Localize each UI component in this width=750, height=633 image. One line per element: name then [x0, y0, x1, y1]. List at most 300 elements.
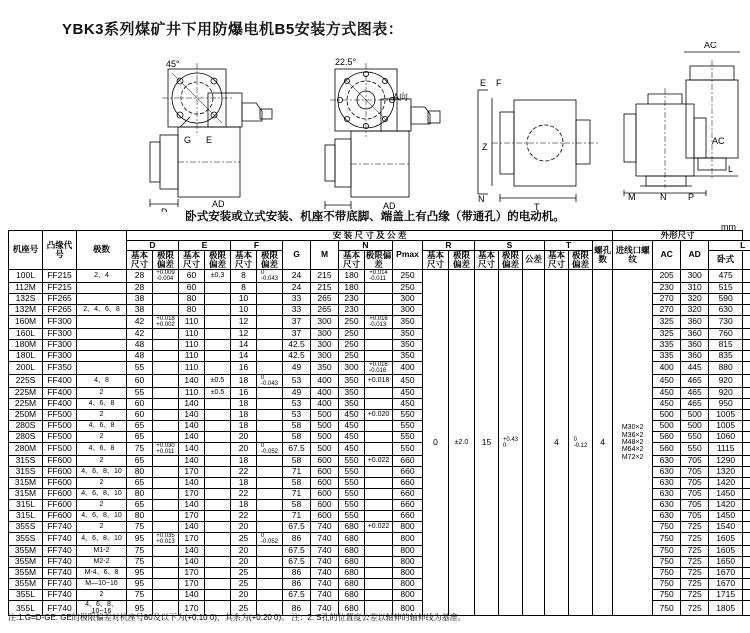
cell-P: 660: [393, 455, 423, 466]
cell-F: 18: [231, 499, 257, 510]
cell-D: 95: [127, 532, 153, 545]
cell-E: 110: [179, 339, 205, 350]
cell-E-tol: [205, 466, 231, 477]
cell-frame: 355M: [9, 556, 43, 567]
cell-P: 800: [393, 578, 423, 589]
cell-N-tol: +0.014 -0.011: [365, 269, 393, 282]
cell-flange: FF500: [43, 442, 77, 455]
cell-poles: [77, 361, 127, 374]
cell-flange: FF740: [43, 556, 77, 567]
cell-frame: 315L: [9, 510, 43, 521]
cell-L-vertical: [743, 556, 750, 567]
cell-F-tol: [257, 339, 283, 350]
cell-D-tol: [153, 387, 179, 398]
cell-E: 140: [179, 556, 205, 567]
cell-L-vertical: [743, 269, 750, 282]
cell-G: 58: [283, 455, 311, 466]
cell-L-horizontal: 1715: [709, 589, 743, 600]
cell-N-tol: [365, 545, 393, 556]
cell-D: 42: [127, 315, 153, 328]
cell-M: 400: [311, 374, 339, 387]
cell-L-horizontal: 835: [709, 350, 743, 361]
technical-drawings: [0, 42, 750, 212]
cell-N: 250: [339, 339, 365, 350]
svg-text:A向: A向: [393, 92, 409, 102]
cell-N-tol: [365, 556, 393, 567]
svg-text:Z: Z: [482, 142, 488, 152]
cell-AC: 630: [653, 455, 681, 466]
cell-D-tol: [153, 589, 179, 600]
cell-L-vertical: [743, 361, 750, 374]
cell-N: 550: [339, 466, 365, 477]
cell-N: 450: [339, 420, 365, 431]
th-D-tol: 极限偏差: [153, 250, 179, 269]
table-notes: [8, 612, 742, 623]
cell-F-tol: 0 -0.052: [257, 442, 283, 455]
cell-D: 65: [127, 477, 153, 488]
cell-N: 350: [339, 374, 365, 387]
cell-L-vertical: [743, 488, 750, 499]
cell-flange: FF740: [43, 521, 77, 532]
cell-M: 300: [311, 328, 339, 339]
cell-E-tol: [205, 398, 231, 409]
cell-T-basic: 4: [545, 269, 569, 616]
cell-E-tol: [205, 578, 231, 589]
cell-N: 250: [339, 315, 365, 328]
cell-F: 18: [231, 374, 257, 387]
cell-poles: [77, 339, 127, 350]
cell-M: 265: [311, 304, 339, 315]
cell-E-tol: [205, 293, 231, 304]
cell-E: 110: [179, 350, 205, 361]
cell-E-tol: [205, 545, 231, 556]
th-frame: 机座号: [9, 231, 43, 270]
cell-P: 300: [393, 293, 423, 304]
cell-AC: 560: [653, 442, 681, 455]
cell-L-horizontal: 630: [709, 304, 743, 315]
cell-L-horizontal: 730: [709, 315, 743, 328]
cell-E: 110: [179, 328, 205, 339]
cell-frame: 250M: [9, 409, 43, 420]
cell-flange: FF265: [43, 293, 77, 304]
cell-N-tol: [365, 499, 393, 510]
cell-F: 22: [231, 488, 257, 499]
cell-D-tol: [153, 466, 179, 477]
cell-AC: 335: [653, 350, 681, 361]
cell-AC: 630: [653, 499, 681, 510]
cell-F-tol: [257, 420, 283, 431]
cell-flange: FF740: [43, 589, 77, 600]
cell-N-tol: [365, 488, 393, 499]
cell-AD: 705: [681, 510, 709, 521]
cell-G: 67.5: [283, 545, 311, 556]
cell-M: 600: [311, 488, 339, 499]
cell-P: 250: [393, 269, 423, 282]
cell-AC: 335: [653, 339, 681, 350]
cell-poles: 2: [77, 477, 127, 488]
cell-AD: 320: [681, 293, 709, 304]
cell-N-tol: +0.020: [365, 409, 393, 420]
cell-F: 25: [231, 532, 257, 545]
svg-text:P: P: [688, 192, 695, 202]
cell-L-horizontal: 515: [709, 282, 743, 293]
cell-E-tol: [205, 328, 231, 339]
cell-L-vertical: [743, 567, 750, 578]
cell-AD: 465: [681, 387, 709, 398]
cell-F: 14: [231, 339, 257, 350]
cell-P: 660: [393, 466, 423, 477]
cell-poles: 4、6、8、10: [77, 466, 127, 477]
cell-M: 500: [311, 442, 339, 455]
cell-N: 230: [339, 304, 365, 315]
cell-poles: 4、6、8: [77, 442, 127, 455]
cell-N: 350: [339, 398, 365, 409]
cell-E: 60: [179, 282, 205, 293]
cell-F: 20: [231, 521, 257, 532]
cell-L-vertical: [743, 521, 750, 532]
cell-P: 450: [393, 398, 423, 409]
th-T-tol: 极限偏差: [569, 250, 593, 269]
cell-poles: 2、4、6、8: [77, 304, 127, 315]
cell-E: 170: [179, 466, 205, 477]
cell-N-tol: +0.016 -0.016: [365, 361, 393, 374]
cell-AC: 450: [653, 374, 681, 387]
cell-flange: FF350: [43, 361, 77, 374]
cell-AD: 705: [681, 488, 709, 499]
cell-E: 140: [179, 455, 205, 466]
cell-L-vertical: [743, 455, 750, 466]
cell-flange: FF300: [43, 350, 77, 361]
cell-R-tol: ±2.0: [449, 269, 475, 616]
cell-AC: 630: [653, 466, 681, 477]
cell-AD: 360: [681, 350, 709, 361]
cell-E: 140: [179, 409, 205, 420]
cell-G: 49: [283, 361, 311, 374]
cell-N: 680: [339, 600, 365, 616]
cell-F-tol: [257, 545, 283, 556]
cell-F-tol: 0 -0.043: [257, 374, 283, 387]
cell-E-tol: [205, 567, 231, 578]
cell-G: 58: [283, 420, 311, 431]
cell-F: 25: [231, 567, 257, 578]
cell-poles: 2、4: [77, 269, 127, 282]
cell-poles: 4、6、8、10: [77, 510, 127, 521]
th-S-pub: 公差: [523, 250, 545, 269]
dimensions-table: [8, 230, 750, 616]
cell-N-tol: [365, 328, 393, 339]
cell-G: 58: [283, 477, 311, 488]
cell-D: 95: [127, 578, 153, 589]
cell-P: 660: [393, 499, 423, 510]
cell-L-horizontal: 590: [709, 293, 743, 304]
cell-L-horizontal: 1320: [709, 466, 743, 477]
cell-AC: 630: [653, 488, 681, 499]
unit-label: mm: [721, 222, 736, 232]
cell-N: 680: [339, 578, 365, 589]
cell-L-vertical: [743, 578, 750, 589]
cell-D-tol: [153, 455, 179, 466]
cell-F: 20: [231, 589, 257, 600]
cell-F-tol: [257, 455, 283, 466]
cell-E-tol: ±0.5: [205, 374, 231, 387]
th-R: R: [423, 240, 475, 250]
th-N: N: [339, 240, 393, 250]
cell-L-vertical: [743, 339, 750, 350]
cell-N: 680: [339, 532, 365, 545]
th-F: F: [231, 240, 283, 250]
svg-text:E: E: [480, 78, 487, 88]
cell-D-tol: [153, 398, 179, 409]
cell-N-tol: [365, 477, 393, 488]
cell-frame: 355M: [9, 578, 43, 589]
cell-D-tol: [153, 499, 179, 510]
cell-AD: 550: [681, 431, 709, 442]
cell-G: 86: [283, 567, 311, 578]
cell-M: 300: [311, 339, 339, 350]
cell-E: 170: [179, 567, 205, 578]
cell-E-tol: [205, 589, 231, 600]
cell-poles: 2: [77, 431, 127, 442]
cell-E-tol: [205, 499, 231, 510]
th-AD: AD: [681, 240, 709, 269]
th-R-tol: 极限偏差: [449, 250, 475, 269]
cell-frame: 225S: [9, 374, 43, 387]
cell-L-vertical: [743, 431, 750, 442]
cell-D: 80: [127, 488, 153, 499]
cell-frame: 355S: [9, 532, 43, 545]
cell-N-tol: [365, 578, 393, 589]
svg-text:AC: AC: [704, 42, 717, 50]
cell-N-tol: [365, 567, 393, 578]
cell-frame: 315S: [9, 466, 43, 477]
cell-AC: 750: [653, 545, 681, 556]
cell-poles: 2: [77, 499, 127, 510]
cell-L-vertical: [743, 532, 750, 545]
th-N-basic: 基本尺寸: [339, 250, 365, 269]
cell-flange: FF600: [43, 477, 77, 488]
cell-G: 37: [283, 328, 311, 339]
cell-F-tol: [257, 510, 283, 521]
cell-F-tol: [257, 361, 283, 374]
cell-G: 37: [283, 315, 311, 328]
cell-F: 20: [231, 556, 257, 567]
cell-N: 450: [339, 431, 365, 442]
cell-flange: FF740: [43, 600, 77, 616]
cell-G: 53: [283, 409, 311, 420]
cell-poles: 4、6、8、10~16: [77, 600, 127, 616]
cell-frame: 355M: [9, 545, 43, 556]
cell-L-horizontal: 880: [709, 361, 743, 374]
cell-L-vertical: [743, 387, 750, 398]
cell-poles: 2: [77, 521, 127, 532]
cell-AD: 500: [681, 409, 709, 420]
cell-frame: 160L: [9, 328, 43, 339]
cell-F: 16: [231, 387, 257, 398]
cell-D-tol: [153, 350, 179, 361]
cell-D: 65: [127, 455, 153, 466]
cell-flange: FF600: [43, 466, 77, 477]
cell-F: 18: [231, 409, 257, 420]
th-M: M: [311, 240, 339, 269]
cell-AC: 400: [653, 361, 681, 374]
cell-flange: FF600: [43, 488, 77, 499]
cell-F-tol: [257, 477, 283, 488]
svg-text:AD: AD: [383, 201, 396, 211]
cell-N: 550: [339, 499, 365, 510]
cell-AD: 725: [681, 600, 709, 616]
cell-N: 550: [339, 455, 365, 466]
cell-L-horizontal: 1670: [709, 567, 743, 578]
cell-M: 740: [311, 578, 339, 589]
cell-R-basic: 0: [423, 269, 449, 616]
cell-L-horizontal: 920: [709, 374, 743, 387]
cell-poles: [77, 328, 127, 339]
cell-D-tol: [153, 282, 179, 293]
cell-flange: FF400: [43, 398, 77, 409]
cell-poles: 4、6、8、10: [77, 532, 127, 545]
cell-poles: [77, 282, 127, 293]
th-flange: 凸缘代号: [43, 231, 77, 270]
cell-AC: 630: [653, 510, 681, 521]
cell-M: 350: [311, 361, 339, 374]
cell-E-tol: [205, 455, 231, 466]
cell-AC: 450: [653, 398, 681, 409]
cell-D: 75: [127, 589, 153, 600]
th-S-basic: 基本尺寸: [475, 250, 499, 269]
cell-L-horizontal: 1605: [709, 532, 743, 545]
cell-D-tol: +0.018 +0.002: [153, 315, 179, 328]
cell-AD: 360: [681, 339, 709, 350]
cell-M: 500: [311, 431, 339, 442]
cell-G: 58: [283, 431, 311, 442]
cell-poles: [77, 315, 127, 328]
th-group-install: 安 装 尺 寸 及 公 差: [127, 231, 613, 241]
cell-AC: 750: [653, 556, 681, 567]
th-thread: 进线口螺纹: [613, 240, 653, 269]
cell-D: 38: [127, 304, 153, 315]
th-L: L: [709, 240, 750, 250]
cell-N: 680: [339, 589, 365, 600]
cell-AC: 500: [653, 409, 681, 420]
cell-E: 140: [179, 521, 205, 532]
cell-P: 350: [393, 339, 423, 350]
cell-N: 680: [339, 545, 365, 556]
cell-P: 800: [393, 589, 423, 600]
th-D: D: [127, 240, 179, 250]
cell-P: 400: [393, 361, 423, 374]
cell-F-tol: [257, 466, 283, 477]
cell-G: 53: [283, 398, 311, 409]
cell-E-tol: [205, 431, 231, 442]
cell-M: 740: [311, 545, 339, 556]
cell-flange: FF740: [43, 545, 77, 556]
cell-P: 250: [393, 282, 423, 293]
cell-L-vertical: [743, 398, 750, 409]
cell-AC: 205: [653, 269, 681, 282]
cell-frame: 280S: [9, 420, 43, 431]
cell-AD: 725: [681, 567, 709, 578]
cell-M: 215: [311, 269, 339, 282]
cell-M: 400: [311, 387, 339, 398]
cell-L-horizontal: 1540: [709, 521, 743, 532]
cell-N: 680: [339, 556, 365, 567]
cell-P: 450: [393, 374, 423, 387]
cell-N-tol: [365, 442, 393, 455]
cell-L-horizontal: 1805: [709, 600, 743, 616]
cell-F: 22: [231, 466, 257, 477]
cell-P: 800: [393, 532, 423, 545]
cell-frame: 355S: [9, 521, 43, 532]
cell-N: 230: [339, 293, 365, 304]
cell-N: 450: [339, 409, 365, 420]
cell-D: 55: [127, 361, 153, 374]
cell-frame: 160M: [9, 315, 43, 328]
cell-F-tol: [257, 350, 283, 361]
cell-E: 170: [179, 488, 205, 499]
cell-N: 350: [339, 387, 365, 398]
cell-poles: 2: [77, 409, 127, 420]
cell-F-tol: 0 -0.052: [257, 532, 283, 545]
cell-N: 450: [339, 442, 365, 455]
cell-P: 550: [393, 409, 423, 420]
cell-L-vertical: [743, 442, 750, 455]
cell-S-tol: +0.43 0: [499, 269, 523, 616]
cell-frame: 315L: [9, 499, 43, 510]
cell-F-tol: [257, 304, 283, 315]
cell-N-tol: [365, 466, 393, 477]
cell-AC: 325: [653, 328, 681, 339]
cell-P: 800: [393, 600, 423, 616]
cell-G: 58: [283, 499, 311, 510]
cell-poles: M2-2: [77, 556, 127, 567]
cell-AC: 750: [653, 521, 681, 532]
cell-F: 10: [231, 304, 257, 315]
cell-G: 71: [283, 488, 311, 499]
th-N-tol: 极限偏差: [365, 249, 392, 269]
cell-flange: FF300: [43, 328, 77, 339]
cell-frame: 355L: [9, 600, 43, 616]
cell-D: 80: [127, 466, 153, 477]
cell-G: 71: [283, 510, 311, 521]
cell-G: 67.5: [283, 589, 311, 600]
cell-N-tol: [365, 350, 393, 361]
cell-F-tol: [257, 387, 283, 398]
cell-D: 38: [127, 293, 153, 304]
cell-AD: 360: [681, 328, 709, 339]
cell-L-horizontal: 920: [709, 387, 743, 398]
cell-D-tol: [153, 304, 179, 315]
cell-L-vertical: [743, 510, 750, 521]
cell-F: 22: [231, 510, 257, 521]
cell-frame: 100L: [9, 269, 43, 282]
cell-E: 110: [179, 387, 205, 398]
cell-AD: 550: [681, 442, 709, 455]
cell-P: 350: [393, 350, 423, 361]
cell-M: 740: [311, 521, 339, 532]
cell-M: 740: [311, 567, 339, 578]
cell-frame: 355M: [9, 567, 43, 578]
cell-P: 350: [393, 315, 423, 328]
cell-F: 8: [231, 282, 257, 293]
cell-AD: 465: [681, 374, 709, 387]
cell-G: 33: [283, 304, 311, 315]
cell-AD: 705: [681, 477, 709, 488]
th-E: E: [179, 240, 231, 250]
cell-D-tol: [153, 420, 179, 431]
cell-L-vertical: [743, 545, 750, 556]
cell-N-tol: [365, 532, 393, 545]
cell-N-tol: [365, 387, 393, 398]
